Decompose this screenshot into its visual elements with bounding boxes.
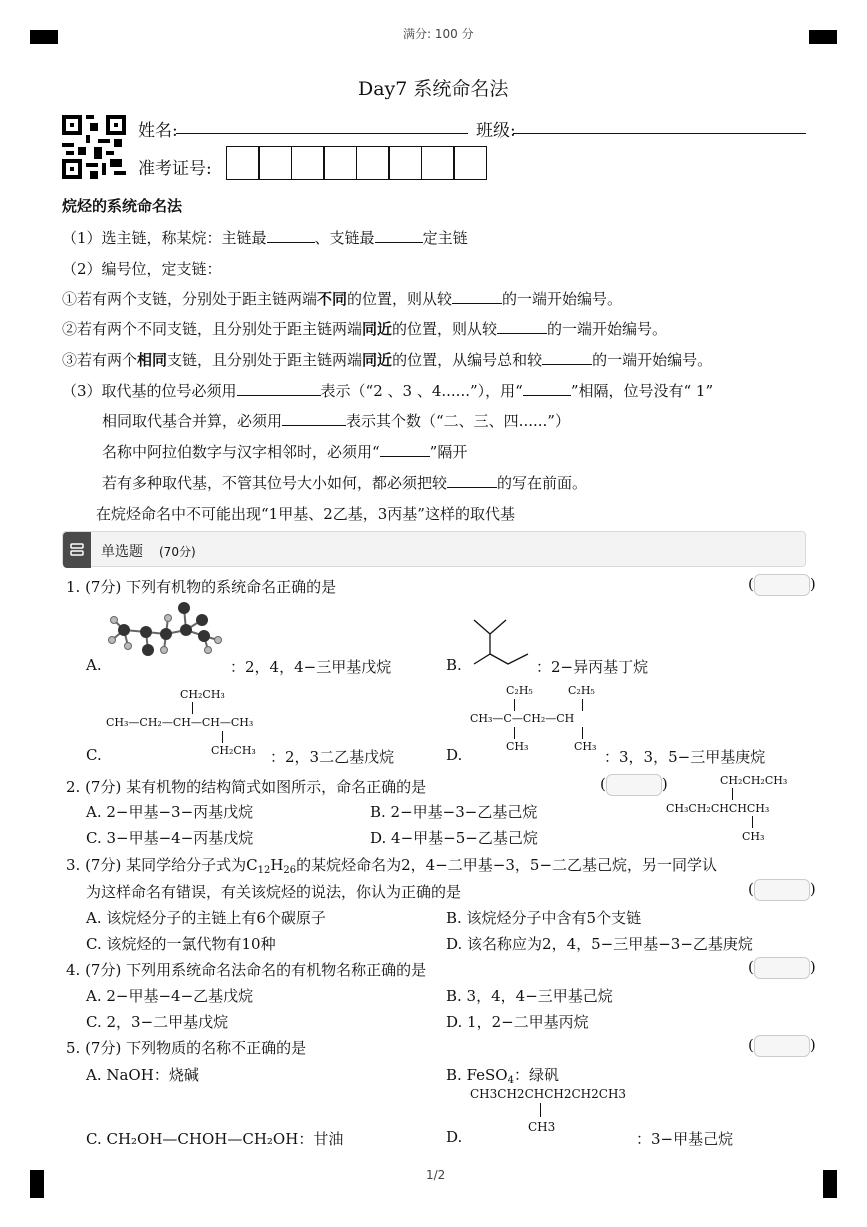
q1-d-bond-bottom1 (514, 727, 515, 739)
note-step3-line3: 名称中阿拉伯数字与汉字相邻时，必须用“ ”隔开 (102, 443, 468, 461)
note-step2: （2）编号位，定支链： (62, 260, 222, 278)
exam-number-boxes[interactable] (227, 146, 487, 184)
corner-mark-top-left (30, 30, 58, 44)
q5-option-b[interactable]: B. FeSO$_4$：绿矾 (446, 1066, 559, 1086)
corner-mark-top-right (809, 30, 837, 44)
section-score: (70分) (159, 545, 196, 559)
q1-c-bond-bottom (222, 731, 223, 743)
q1-c-formula-main: CH₃—CH₂—CH—CH—CH₃ (106, 716, 254, 729)
q3-stem-line2: 为这样命名有错误，有关该烷烃的说法，你认为正确的是 (86, 883, 462, 901)
q4-answer-box[interactable]: ( ) (748, 957, 816, 979)
section-header (62, 531, 806, 567)
q4-option-d[interactable]: D. 1，2−二甲基丙烷 (446, 1013, 589, 1031)
q1-d-bond-top1 (514, 699, 515, 711)
q2-bond-top (732, 788, 733, 800)
q1-d-formula-top1: C₂H₅ (506, 684, 533, 697)
class-field[interactable] (513, 116, 806, 134)
q3-option-a[interactable]: A. 该烷烃分子的主链上有6个碳原子 (86, 909, 326, 927)
section-title: 单选题 (101, 544, 143, 560)
q2-bond-bottom (752, 816, 753, 828)
q3-option-d[interactable]: D. 该名称应为2，4，5−三甲基−3−乙基庚烷 (446, 935, 753, 953)
q5-option-c[interactable]: C. CH₂OH—CHOH—CH₂OH：甘油 (86, 1130, 344, 1148)
qr-code-icon (62, 115, 126, 183)
note-step3-line2: 相同取代基合并算，必须用 表示其个数（“二、三、四......”） (102, 412, 570, 430)
q1-d-bond-top2 (582, 699, 583, 711)
note-step3-line5: 在烷烃命名中不可能出现“1甲基、2乙基，3丙基”这样的取代基 (96, 505, 515, 523)
q5-answer-box[interactable]: ( ) (748, 1035, 816, 1057)
skeletal-formula-icon (470, 614, 534, 674)
q2-formula-bottom: CH₃ (742, 830, 765, 843)
q1-stem: 1. (7分) 下列有机物的系统命名正确的是 (66, 578, 337, 596)
q2-stem: 2. (7分) 某有机物的结构简式如图所示，命名正确的是 (66, 778, 427, 796)
q4-option-b[interactable]: B. 3，4，4−三甲基己烷 (446, 987, 613, 1005)
note-step3-line4: 若有多种取代基，不管其位号大小如何，都必须把较 的写在前面。 (102, 474, 588, 492)
q2-option-b[interactable]: B. 2−甲基−3−乙基己烷 (370, 803, 538, 821)
q3-option-c[interactable]: C. 该烷烃的一氯代物有10种 (86, 935, 276, 953)
q4-option-a[interactable]: A. 2−甲基−4−乙基戊烷 (86, 987, 254, 1005)
q1-answer-box[interactable]: ( ) (748, 574, 816, 596)
q2-formula-top: CH₂CH₂CH₃ (720, 774, 788, 787)
q1-option-b-label[interactable]: B. (446, 656, 462, 674)
q1-option-d-label[interactable]: D. (446, 746, 463, 764)
name-field[interactable] (176, 116, 468, 134)
q1-d-formula-bottom1: CH₃ (506, 740, 529, 753)
q1-option-c-name: ：2，3二乙基戊烷 (270, 748, 395, 766)
notes-heading: 烷烃的系统命名法 (62, 197, 183, 215)
q4-stem: 4. (7分) 下列用系统命名法命名的有机物名称正确的是 (66, 961, 427, 979)
q3-option-b[interactable]: B. 该烷烃分子中含有5个支链 (446, 909, 642, 927)
q2-answer-box[interactable]: ( ) (600, 774, 668, 796)
score-label: 满分: 100 分 (403, 27, 474, 41)
q5-stem: 5. (7分) 下列物质的名称不正确的是 (66, 1039, 307, 1057)
q3-answer-box[interactable]: ( ) (748, 879, 816, 901)
q1-d-formula-bottom2: CH₃ (574, 740, 597, 753)
q5-option-a[interactable]: A. NaOH：烧碱 (86, 1066, 199, 1084)
q5-d-formula-main: CH3CH2CHCH2CH2CH3 (470, 1087, 627, 1101)
q1-option-a-label[interactable]: A. (86, 656, 102, 674)
q5-option-d-name: ：3−甲基己烷 (636, 1130, 734, 1148)
q2-option-c[interactable]: C. 3−甲基−4−丙基戊烷 (86, 829, 254, 847)
corner-mark-bottom-left (30, 1170, 44, 1198)
corner-mark-bottom-right (823, 1170, 837, 1198)
ball-stick-model-icon (104, 600, 228, 668)
q1-d-formula-main: CH₃—C—CH₂—CH (470, 712, 575, 725)
q1-c-formula-bottom: CH₂CH₃ (211, 744, 256, 757)
page-number: 1/2 (426, 1168, 446, 1182)
q5-d-bond (540, 1103, 541, 1117)
page-title: Day7 系统命名法 (358, 78, 509, 100)
q5-d-formula-bottom: CH3 (528, 1120, 556, 1134)
q2-option-d[interactable]: D. 4−甲基−5−乙基己烷 (370, 829, 538, 847)
q1-option-b-name: ：2−异丙基丁烷 (536, 658, 649, 676)
list-icon (63, 532, 91, 568)
note-rule-2: ②若有两个不同支链，且分别处于距主链两端同近的位置，则从较 的一端开始编号。 (62, 320, 668, 338)
q1-option-a-name: ：2，4，4−三甲基戊烷 (230, 658, 392, 676)
q2-option-a[interactable]: A. 2−甲基−3−丙基戊烷 (86, 803, 254, 821)
q4-option-c[interactable]: C. 2，3−二甲基戊烷 (86, 1013, 229, 1031)
note-step3: （3）取代基的位号必须用 表示（“2 、3 、4......”），用“ ”相隔，位号没有“ 1” (62, 382, 714, 400)
note-rule-3: ③若有两个相同支链，且分别处于距主链两端同近的位置，从编号总和较 的一端开始编号。 (62, 351, 713, 369)
q3-stem: 3. (7分) 某同学给分子式为$C_{12}H_{26}$的某烷烃命名为2，4−二甲基−3，5−二乙基己烷，另一同学认 (66, 856, 718, 876)
q1-option-d-name: ：3，3，5−三甲基庚烷 (604, 748, 766, 766)
note-rule-1: ①若有两个支链，分别处于距主链两端不同的位置，则从较 的一端开始编号。 (62, 290, 623, 308)
q1-c-formula-top: CH₂CH₃ (180, 688, 225, 701)
q5-option-d-label[interactable]: D. (446, 1128, 463, 1146)
name-label: 姓名: (138, 121, 178, 141)
exam-number-label: 准考证号: (138, 159, 212, 179)
q1-option-c-label[interactable]: C. (86, 746, 102, 764)
q1-d-formula-top2: C₂H₅ (568, 684, 595, 697)
q2-formula-main: CH₃CH₂CHCHCH₃ (666, 802, 770, 815)
q1-c-bond-top (192, 702, 193, 714)
q1-d-bond-bottom2 (582, 727, 583, 739)
note-step1: （1）选主链，称某烷：主链最 、支链最 定主链 (62, 229, 468, 247)
class-label: 班级: (476, 121, 516, 141)
